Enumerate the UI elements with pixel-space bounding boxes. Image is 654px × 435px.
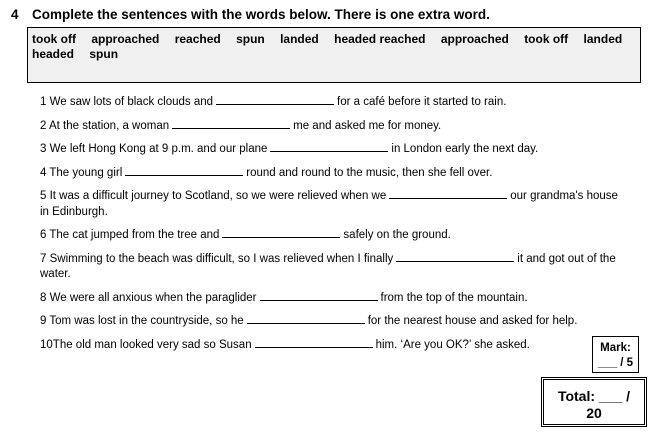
sentence-text: 9 Tom was lost in the countryside, so he <box>40 315 244 327</box>
sentence-10 <box>40 336 630 354</box>
total-box <box>541 377 647 427</box>
sentence-text: 7 Swimming to the beach was difficult, so I was relieved when I finally <box>40 252 394 265</box>
answer-blank[interactable] <box>216 93 334 105</box>
answer-blank[interactable] <box>247 312 365 324</box>
sentence-text: from the top of the mountain. <box>380 291 528 304</box>
sentence-text: him. ‘Are you OK?’ she asked. <box>375 338 530 351</box>
answer-blank[interactable] <box>260 289 378 301</box>
answer-blank[interactable] <box>389 187 507 199</box>
sentence-3 <box>40 140 630 158</box>
sentence-text: 5 It was a difficult journey to Scotland, so we were relieved when we <box>40 190 387 202</box>
sentence-text: for a café before it started to rain. <box>337 96 507 108</box>
sentence-text: 6 The cat jumped from the tree and <box>40 229 220 241</box>
word-bank-item: headed <box>32 47 75 61</box>
sentence-1 <box>40 93 630 111</box>
mark-score[interactable]: ___ / 5 <box>597 357 634 369</box>
sentence-2 <box>40 117 630 135</box>
answer-blank[interactable] <box>172 117 290 129</box>
sentence-text: 3 We left Hong Kong at 9 p.m. and our plane <box>40 143 268 155</box>
sentence-6 <box>40 226 630 244</box>
exercise-heading <box>11 7 490 22</box>
word-bank-item: took off <box>32 32 76 46</box>
sentence-text: 2 At the station, a woman <box>40 119 170 132</box>
word-bank <box>27 27 641 83</box>
word-bank-item: took off <box>524 32 569 46</box>
answer-blank[interactable] <box>255 336 373 348</box>
sentence-text: for the nearest house and asked for help. <box>367 315 578 327</box>
word-bank-item: approached <box>440 32 509 46</box>
sentence-text: round and round to the music, then she fell over. <box>246 166 493 179</box>
exercise-instruction: Complete the sentences with the words below. There is one extra word. <box>32 7 490 22</box>
answer-blank[interactable] <box>125 164 243 176</box>
word-bank-item: landed <box>280 32 319 46</box>
sentence-text: it and got out of the water. <box>40 252 616 280</box>
sentence-list <box>40 93 630 353</box>
sentence-text: 10The old man looked very sad so Susan <box>40 338 252 351</box>
sentence-4 <box>40 164 630 182</box>
total-label: Total: ___ / <box>557 388 631 404</box>
word-bank-item: landed <box>583 32 623 46</box>
total-score[interactable]: 20 <box>586 405 602 421</box>
word-bank-item: spun <box>236 32 265 46</box>
mark-box <box>592 336 639 373</box>
sentence-9 <box>40 312 630 330</box>
word-bank-item: headed reached <box>334 32 426 46</box>
sentence-5 <box>40 187 630 220</box>
sentence-text: 4 The young girl <box>40 166 123 179</box>
word-bank-item: reached <box>174 32 221 46</box>
sentence-text: 8 We were all anxious when the paraglider <box>40 291 257 304</box>
answer-blank[interactable] <box>396 250 514 262</box>
sentence-text: in London early the next day. <box>391 143 539 155</box>
answer-blank[interactable] <box>222 226 340 238</box>
sentence-text: safely on the ground. <box>343 229 451 241</box>
mark-label: Mark: <box>600 342 631 354</box>
sentence-7 <box>40 250 630 283</box>
sentence-text: 1 We saw lots of black clouds and <box>40 96 214 108</box>
sentence-8 <box>40 289 630 307</box>
sentence-text: our grandma's house in Edinburgh. <box>40 190 618 218</box>
answer-blank[interactable] <box>270 140 388 152</box>
exercise-number: 4 <box>11 7 19 22</box>
word-bank-item: approached <box>91 32 160 46</box>
sentence-text: me and asked me for money. <box>293 119 442 132</box>
word-bank-item: spun <box>89 47 119 61</box>
